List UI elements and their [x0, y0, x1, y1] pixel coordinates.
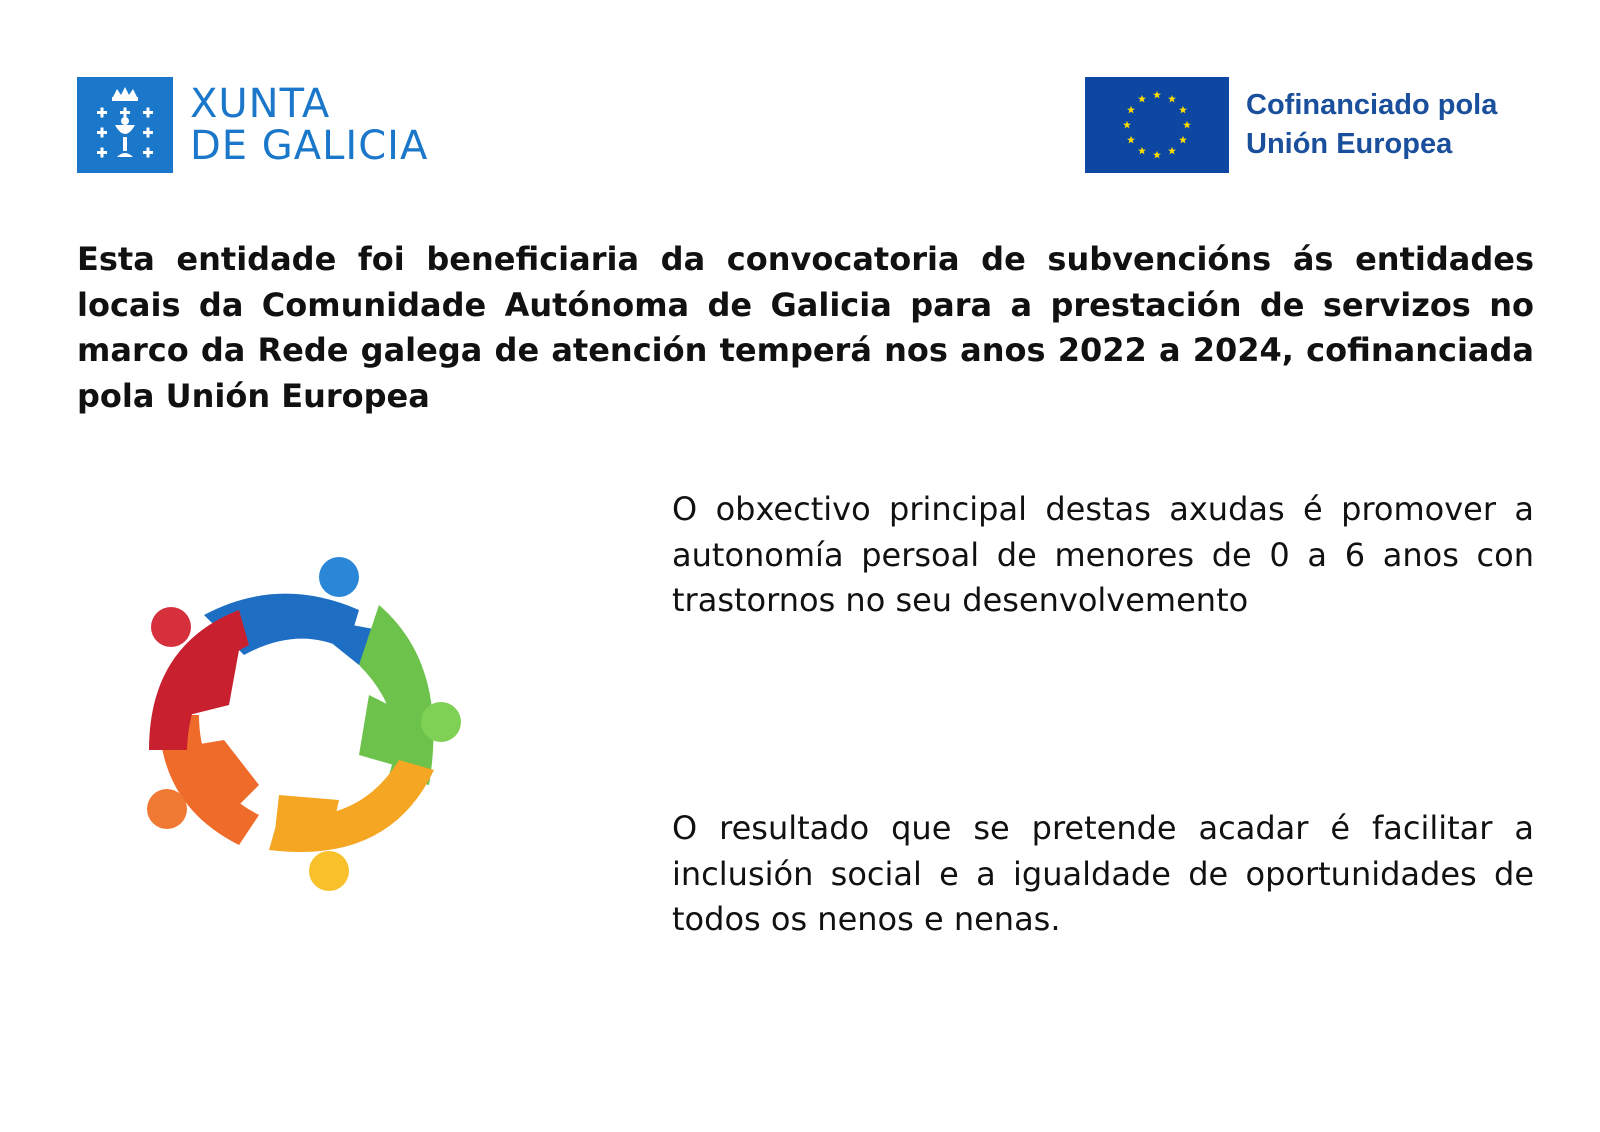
xunta-de-galicia-logo: [77, 77, 428, 173]
eu-line-2: Unión Europea: [1246, 128, 1453, 160]
xunta-coat-of-arms-icon: [77, 77, 173, 173]
xunta-line-1: XUNTA: [190, 81, 331, 127]
xunta-wordmark: [190, 83, 428, 167]
beneficiary-statement: Esta entidade foi beneficiaria da convocatoria de subvencións ás entidades locais da Comunidade Autónoma de Galicia para a prestación de servizos no marco da Rede galega de atención temperá nos anos 2022 a 2024, cofinanciada pola Unión Europea: [77, 240, 1534, 415]
figure-green: [359, 605, 461, 785]
eu-cofinancing-logo: [1085, 77, 1497, 173]
eu-flag-icon: [1085, 77, 1229, 173]
eu-cofinancing-text: [1246, 86, 1497, 164]
result-paragraph: O resultado que se pretende acadar é facilitar a inclusión social e a igualdade de oportunidades de todos os nenos e nenas.: [672, 809, 1534, 938]
objective-paragraph: O obxectivo principal destas axudas é promover a autonomía persoal de menores de 0 a 6 anos con trastornos no seu desenvolvemento: [672, 490, 1534, 619]
figure-yellow: [269, 760, 434, 891]
people-circle-icon: [77, 505, 522, 945]
eu-line-1: Cofinanciado pola: [1246, 89, 1498, 121]
xunta-line-2: DE GALICIA: [190, 123, 429, 169]
